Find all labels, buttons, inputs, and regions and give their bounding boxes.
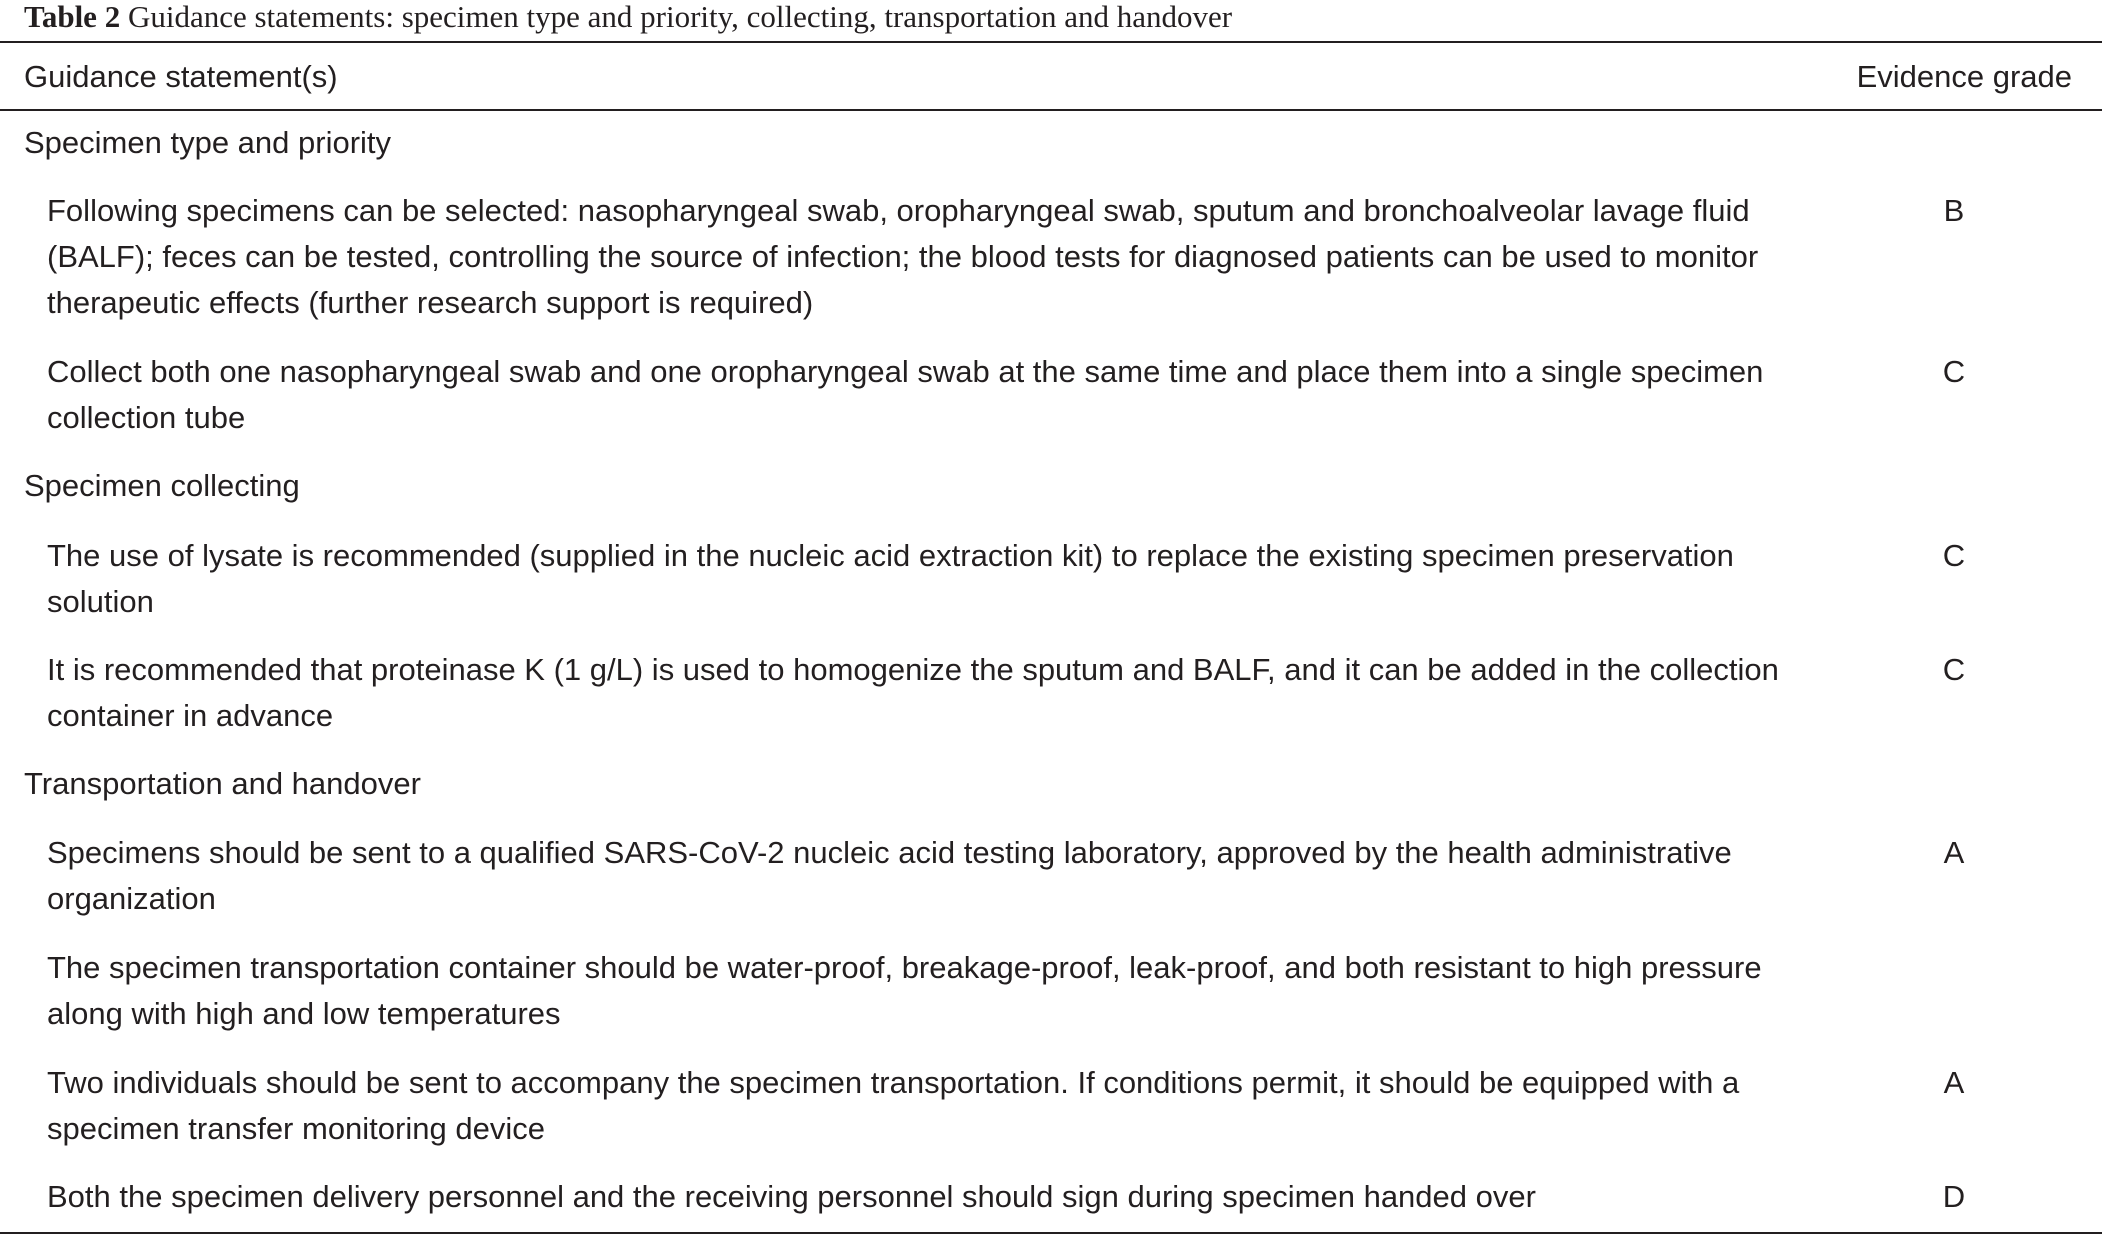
header-guidance-statements: Guidance statement(s) (24, 59, 338, 94)
evidence-grade: C (1942, 538, 1966, 573)
table-header-rule (0, 109, 2102, 111)
statement-text: Collect both one nasopharyngeal swab and one oropharyngeal swab at the same time and place them into a single specimen collection tube (47, 354, 1764, 435)
header-evidence-grade: Evidence grade (1856, 59, 2072, 94)
evidence-grade: D (1942, 1179, 1966, 1214)
statement-text: Both the specimen delivery personnel and the receiving personnel should sign during specimen handed over (47, 1179, 1536, 1214)
table-bottom-rule (0, 1232, 2102, 1234)
table-label: Table 2 (24, 0, 121, 34)
evidence-grade: A (1943, 1065, 1965, 1100)
table-header-row (0, 43, 2102, 109)
statement-text: Following specimens can be selected: nasopharyngeal swab, oropharyngeal swab, sputum and bronchoalveolar lavage fluid (BALF); feces can be tested, controlling the source of infection; the blood tests for diagnosed patients can be used to monitor therapeutic effects (further research support is required) (47, 193, 1759, 320)
table-caption (24, 0, 1232, 40)
evidence-grade: B (1943, 193, 1965, 228)
evidence-grade: C (1942, 652, 1966, 687)
statement-text: It is recommended that proteinase K (1 g/L) is used to homogenize the sputum and BALF, and it can be added in the collection container in advance (47, 652, 1779, 733)
table-title: Guidance statements: specimen type and priority, collecting, transportation and handover (127, 0, 1233, 34)
statement-text: Specimens should be sent to a qualified SARS-CoV-2 nucleic acid testing laboratory, approved by the health administrative organization (47, 835, 1732, 916)
evidence-grade: A (1943, 835, 1965, 870)
section-heading: Specimen type and priority (24, 125, 392, 160)
evidence-grade: C (1942, 354, 1966, 389)
section-heading: Specimen collecting (24, 468, 300, 503)
section-heading: Transportation and handover (24, 766, 421, 801)
statement-text: Two individuals should be sent to accompany the specimen transportation. If conditions permit, it should be equipped with a specimen transfer monitoring device (47, 1065, 1740, 1146)
statement-text: The use of lysate is recommended (supplied in the nucleic acid extraction kit) to replace the existing specimen preservation solution (47, 538, 1734, 619)
statement-text: The specimen transportation container should be water-proof, breakage-proof, leak-proof, and both resistant to high pressure along with high and low temperatures (47, 950, 1762, 1031)
